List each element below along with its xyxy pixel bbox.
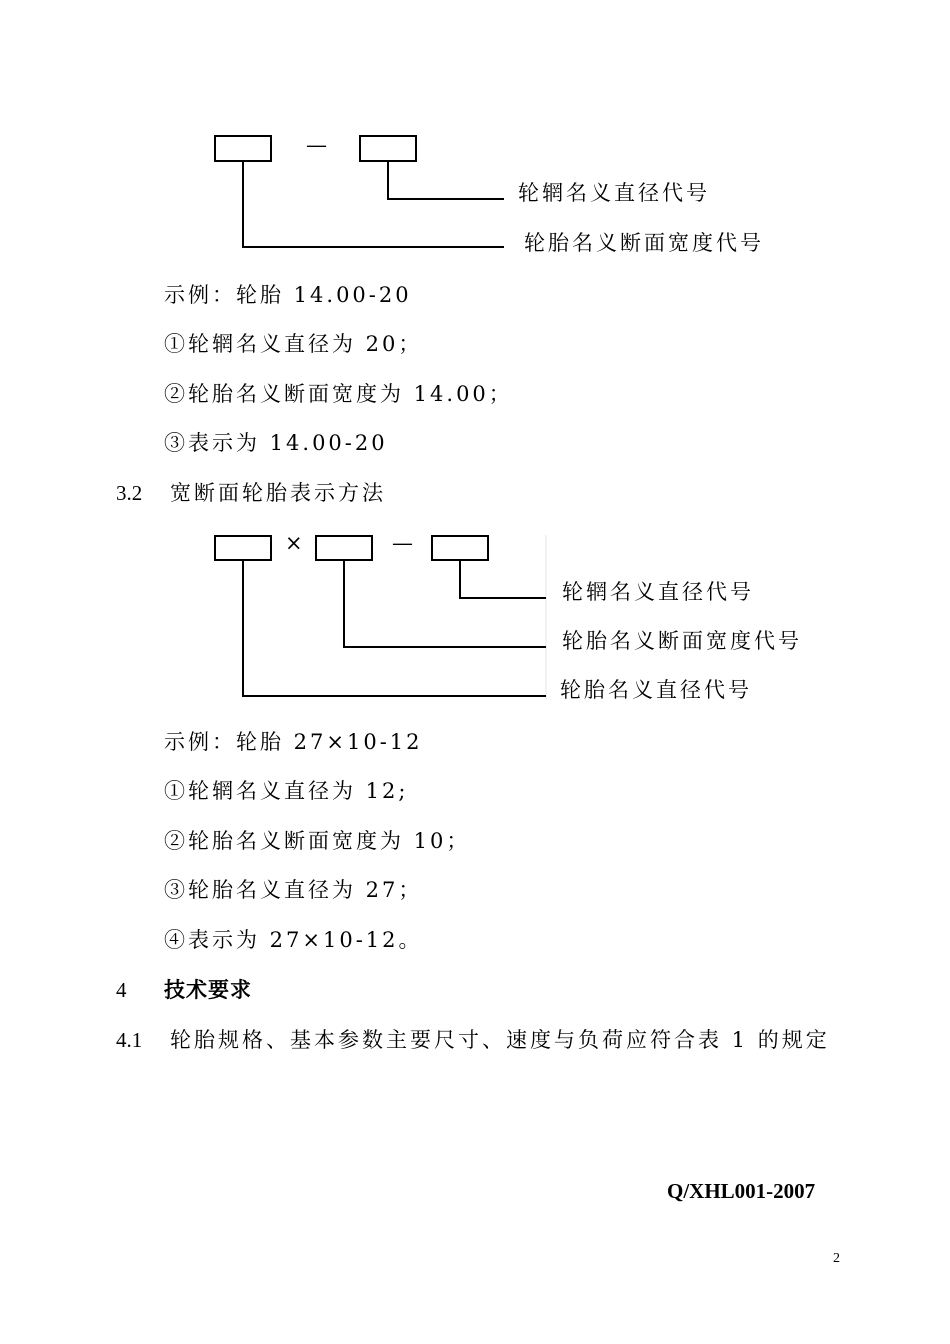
example1-item-3: ③表示为 14.00-20	[164, 431, 388, 455]
example2-title: 示例：轮胎 27×10-12	[164, 730, 423, 754]
page-number: 2	[833, 1251, 840, 1266]
section32-number: 3.2	[116, 481, 143, 505]
diagram2-label-diameter: 轮胎名义直径代号	[560, 678, 752, 702]
section4-title: 技术要求	[164, 977, 252, 1002]
example1-item-2: ②轮胎名义断面宽度为 14.00；	[164, 382, 513, 406]
section41-text: 轮胎规格、基本参数主要尺寸、速度与负荷应符合表 1 的规定	[170, 1028, 830, 1052]
example2-item-2: ②轮胎名义断面宽度为 10；	[164, 829, 471, 853]
diagram1-separator: —	[306, 133, 327, 157]
footer-doc-code: Q/XHL001-2007	[667, 1179, 816, 1203]
example2-item-3: ③轮胎名义直径为 27；	[164, 878, 423, 902]
diagram1-label-rim: 轮辋名义直径代号	[518, 181, 710, 205]
diagram2-label-rim: 轮辋名义直径代号	[562, 580, 754, 604]
example1-item-1: ①轮辋名义直径为 20；	[164, 332, 423, 356]
example2-item-1: ①轮辋名义直径为 12;	[164, 779, 409, 803]
section4-number: 4	[116, 978, 127, 1002]
section41-number: 4.1	[116, 1028, 143, 1052]
example1-title: 示例：轮胎 14.00-20	[164, 283, 412, 307]
diagram2-separator: —	[392, 531, 413, 555]
section32-title: 宽断面轮胎表示方法	[170, 481, 386, 505]
diagram1-label-section: 轮胎名义断面宽度代号	[524, 231, 764, 255]
diagram2-label-section: 轮胎名义断面宽度代号	[562, 629, 802, 653]
diagram2-times-sign: ×	[285, 531, 303, 555]
example2-item-4: ④表示为 27×10-12。	[164, 928, 423, 952]
